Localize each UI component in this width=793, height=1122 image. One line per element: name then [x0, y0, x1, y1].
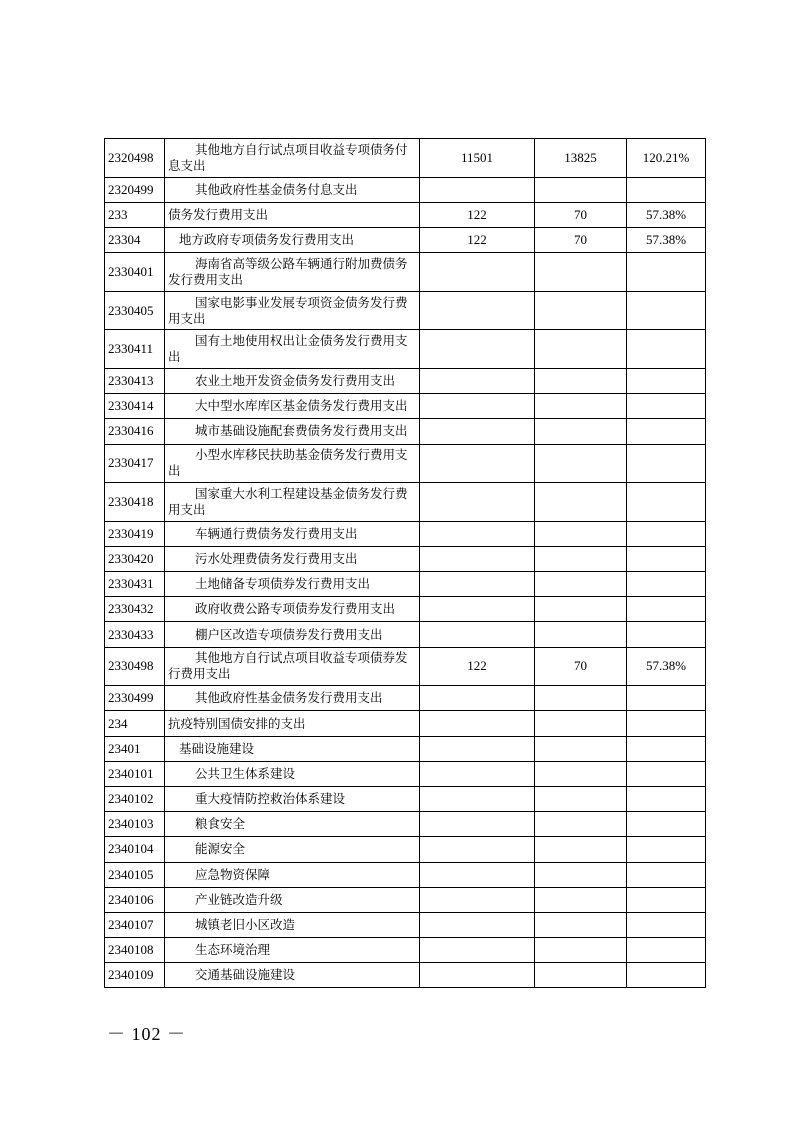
value-cell — [420, 394, 535, 419]
code-cell: 2320498 — [105, 139, 165, 178]
table-row — [105, 444, 706, 483]
value-cell — [420, 546, 535, 571]
value-cell — [420, 837, 535, 862]
table-row — [105, 368, 706, 393]
value-cell — [535, 812, 627, 837]
name-cell: 污水处理费债务发行费用支出 — [165, 546, 420, 571]
value-cell — [535, 444, 627, 483]
value-cell — [535, 177, 627, 202]
table-row — [105, 963, 706, 988]
value-cell: 122 — [420, 647, 535, 686]
value-cell — [420, 622, 535, 647]
table-row — [105, 253, 706, 292]
code-cell: 2340101 — [105, 761, 165, 786]
percent-cell: 120.21% — [627, 139, 706, 178]
name-cell: 海南省高等级公路车辆通行附加费债务发行费用支出 — [165, 253, 420, 292]
percent-cell — [627, 938, 706, 963]
percent-cell — [627, 177, 706, 202]
code-cell: 2330431 — [105, 572, 165, 597]
value-cell — [535, 938, 627, 963]
value-cell — [420, 330, 535, 369]
value-cell: 70 — [535, 227, 627, 252]
percent-cell — [627, 330, 706, 369]
value-cell — [535, 862, 627, 887]
value-cell — [420, 812, 535, 837]
percent-cell: 57.38% — [627, 647, 706, 686]
percent-cell — [627, 837, 706, 862]
code-cell: 2330498 — [105, 647, 165, 686]
value-cell — [535, 597, 627, 622]
percent-cell — [627, 786, 706, 811]
value-cell — [420, 444, 535, 483]
code-cell: 2340105 — [105, 862, 165, 887]
value-cell — [420, 887, 535, 912]
name-cell: 农业土地开发资金债务发行费用支出 — [165, 368, 420, 393]
code-cell: 2340103 — [105, 812, 165, 837]
code-cell: 2340104 — [105, 837, 165, 862]
percent-cell — [627, 622, 706, 647]
percent-cell — [627, 812, 706, 837]
code-cell: 2330405 — [105, 291, 165, 330]
value-cell — [420, 912, 535, 937]
value-cell — [535, 253, 627, 292]
name-cell: 债务发行费用支出 — [165, 202, 420, 227]
name-cell: 棚户区改造专项债券发行费用支出 — [165, 622, 420, 647]
value-cell — [420, 862, 535, 887]
percent-cell — [627, 736, 706, 761]
name-cell: 其他政府性基金债务发行费用支出 — [165, 686, 420, 711]
percent-cell — [627, 253, 706, 292]
percent-cell — [627, 394, 706, 419]
code-cell: 2330411 — [105, 330, 165, 369]
code-cell: 2330414 — [105, 394, 165, 419]
value-cell — [535, 887, 627, 912]
name-cell: 粮食安全 — [165, 812, 420, 837]
value-cell — [420, 419, 535, 444]
name-cell: 交通基础设施建设 — [165, 963, 420, 988]
table-row — [105, 761, 706, 786]
name-cell: 能源安全 — [165, 837, 420, 862]
name-cell: 城市基础设施配套费债务发行费用支出 — [165, 419, 420, 444]
name-cell: 其他地方自行试点项目收益专项债券发行费用支出 — [165, 647, 420, 686]
percent-cell — [627, 761, 706, 786]
code-cell: 2330418 — [105, 483, 165, 522]
value-cell — [535, 761, 627, 786]
value-cell: 122 — [420, 202, 535, 227]
code-cell: 2330419 — [105, 521, 165, 546]
code-cell: 2340107 — [105, 912, 165, 937]
percent-cell — [627, 572, 706, 597]
code-cell: 2330416 — [105, 419, 165, 444]
code-cell: 2340108 — [105, 938, 165, 963]
name-cell: 重大疫情防控救治体系建设 — [165, 786, 420, 811]
code-cell: 2330401 — [105, 253, 165, 292]
table-row — [105, 546, 706, 571]
value-cell — [535, 686, 627, 711]
percent-cell — [627, 291, 706, 330]
table-row — [105, 837, 706, 862]
name-cell: 土地储备专项债券发行费用支出 — [165, 572, 420, 597]
name-cell: 城镇老旧小区改造 — [165, 912, 420, 937]
value-cell — [420, 786, 535, 811]
name-cell: 大中型水库库区基金债务发行费用支出 — [165, 394, 420, 419]
percent-cell — [627, 686, 706, 711]
code-cell: 2320499 — [105, 177, 165, 202]
name-cell: 其他政府性基金债务付息支出 — [165, 177, 420, 202]
table-row — [105, 572, 706, 597]
table-row — [105, 736, 706, 761]
name-cell: 产业链改造升级 — [165, 887, 420, 912]
table-row — [105, 202, 706, 227]
name-cell: 其他地方自行试点项目收益专项债务付息支出 — [165, 139, 420, 178]
value-cell — [535, 711, 627, 736]
value-cell — [535, 572, 627, 597]
table-body — [105, 139, 706, 988]
value-cell — [535, 419, 627, 444]
value-cell — [535, 786, 627, 811]
percent-cell — [627, 887, 706, 912]
value-cell — [535, 622, 627, 647]
percent-cell — [627, 368, 706, 393]
table-row — [105, 291, 706, 330]
name-cell: 公共卫生体系建设 — [165, 761, 420, 786]
code-cell: 2330413 — [105, 368, 165, 393]
code-cell: 2330433 — [105, 622, 165, 647]
table-row — [105, 912, 706, 937]
percent-cell: 57.38% — [627, 202, 706, 227]
code-cell: 2330499 — [105, 686, 165, 711]
value-cell — [420, 686, 535, 711]
name-cell: 国有土地使用权出让金债务发行费用支出 — [165, 330, 420, 369]
value-cell — [535, 483, 627, 522]
table-row — [105, 597, 706, 622]
value-cell — [420, 368, 535, 393]
code-cell: 23304 — [105, 227, 165, 252]
table-row — [105, 786, 706, 811]
value-cell — [420, 736, 535, 761]
code-cell: 2330420 — [105, 546, 165, 571]
table-row — [105, 647, 706, 686]
table-row — [105, 330, 706, 369]
percent-cell — [627, 912, 706, 937]
budget-table — [104, 138, 706, 988]
table-row — [105, 686, 706, 711]
percent-cell — [627, 862, 706, 887]
table-row — [105, 812, 706, 837]
name-cell: 生态环境治理 — [165, 938, 420, 963]
value-cell — [420, 572, 535, 597]
name-cell: 政府收费公路专项债券发行费用支出 — [165, 597, 420, 622]
table-row — [105, 938, 706, 963]
table-row — [105, 139, 706, 178]
name-cell: 抗疫特别国债安排的支出 — [165, 711, 420, 736]
table-row — [105, 394, 706, 419]
name-cell: 国家重大水利工程建设基金债务发行费用支出 — [165, 483, 420, 522]
name-cell: 车辆通行费债务发行费用支出 — [165, 521, 420, 546]
percent-cell: 57.38% — [627, 227, 706, 252]
value-cell — [535, 330, 627, 369]
table-row — [105, 711, 706, 736]
value-cell — [420, 761, 535, 786]
percent-cell — [627, 419, 706, 444]
code-cell: 2340109 — [105, 963, 165, 988]
table-row — [105, 862, 706, 887]
code-cell: 234 — [105, 711, 165, 736]
value-cell: 13825 — [535, 139, 627, 178]
name-cell: 小型水库移民扶助基金债务发行费用支出 — [165, 444, 420, 483]
code-cell: 233 — [105, 202, 165, 227]
value-cell — [535, 546, 627, 571]
value-cell — [535, 368, 627, 393]
code-cell: 2330417 — [105, 444, 165, 483]
percent-cell — [627, 963, 706, 988]
table-row — [105, 521, 706, 546]
value-cell — [535, 291, 627, 330]
value-cell — [535, 394, 627, 419]
code-cell: 2340106 — [105, 887, 165, 912]
page-number: － 102 － — [107, 1024, 186, 1044]
value-cell: 70 — [535, 647, 627, 686]
value-cell — [420, 253, 535, 292]
value-cell — [420, 521, 535, 546]
name-cell: 国家电影事业发展专项资金债务发行费用支出 — [165, 291, 420, 330]
table-row — [105, 419, 706, 444]
value-cell: 122 — [420, 227, 535, 252]
value-cell — [420, 597, 535, 622]
value-cell — [535, 736, 627, 761]
name-cell: 应急物资保障 — [165, 862, 420, 887]
table-row — [105, 177, 706, 202]
value-cell: 70 — [535, 202, 627, 227]
value-cell — [420, 291, 535, 330]
value-cell — [535, 837, 627, 862]
value-cell — [535, 912, 627, 937]
table-row — [105, 622, 706, 647]
value-cell — [420, 177, 535, 202]
value-cell — [420, 711, 535, 736]
percent-cell — [627, 521, 706, 546]
value-cell: 11501 — [420, 139, 535, 178]
name-cell: 地方政府专项债务发行费用支出 — [165, 227, 420, 252]
table-row — [105, 227, 706, 252]
value-cell — [420, 963, 535, 988]
percent-cell — [627, 597, 706, 622]
value-cell — [535, 521, 627, 546]
percent-cell — [627, 711, 706, 736]
table-row — [105, 887, 706, 912]
code-cell: 2340102 — [105, 786, 165, 811]
value-cell — [420, 483, 535, 522]
value-cell — [420, 938, 535, 963]
percent-cell — [627, 483, 706, 522]
percent-cell — [627, 444, 706, 483]
code-cell: 2330432 — [105, 597, 165, 622]
table-row — [105, 483, 706, 522]
percent-cell — [627, 546, 706, 571]
value-cell — [535, 963, 627, 988]
name-cell: 基础设施建设 — [165, 736, 420, 761]
code-cell: 23401 — [105, 736, 165, 761]
